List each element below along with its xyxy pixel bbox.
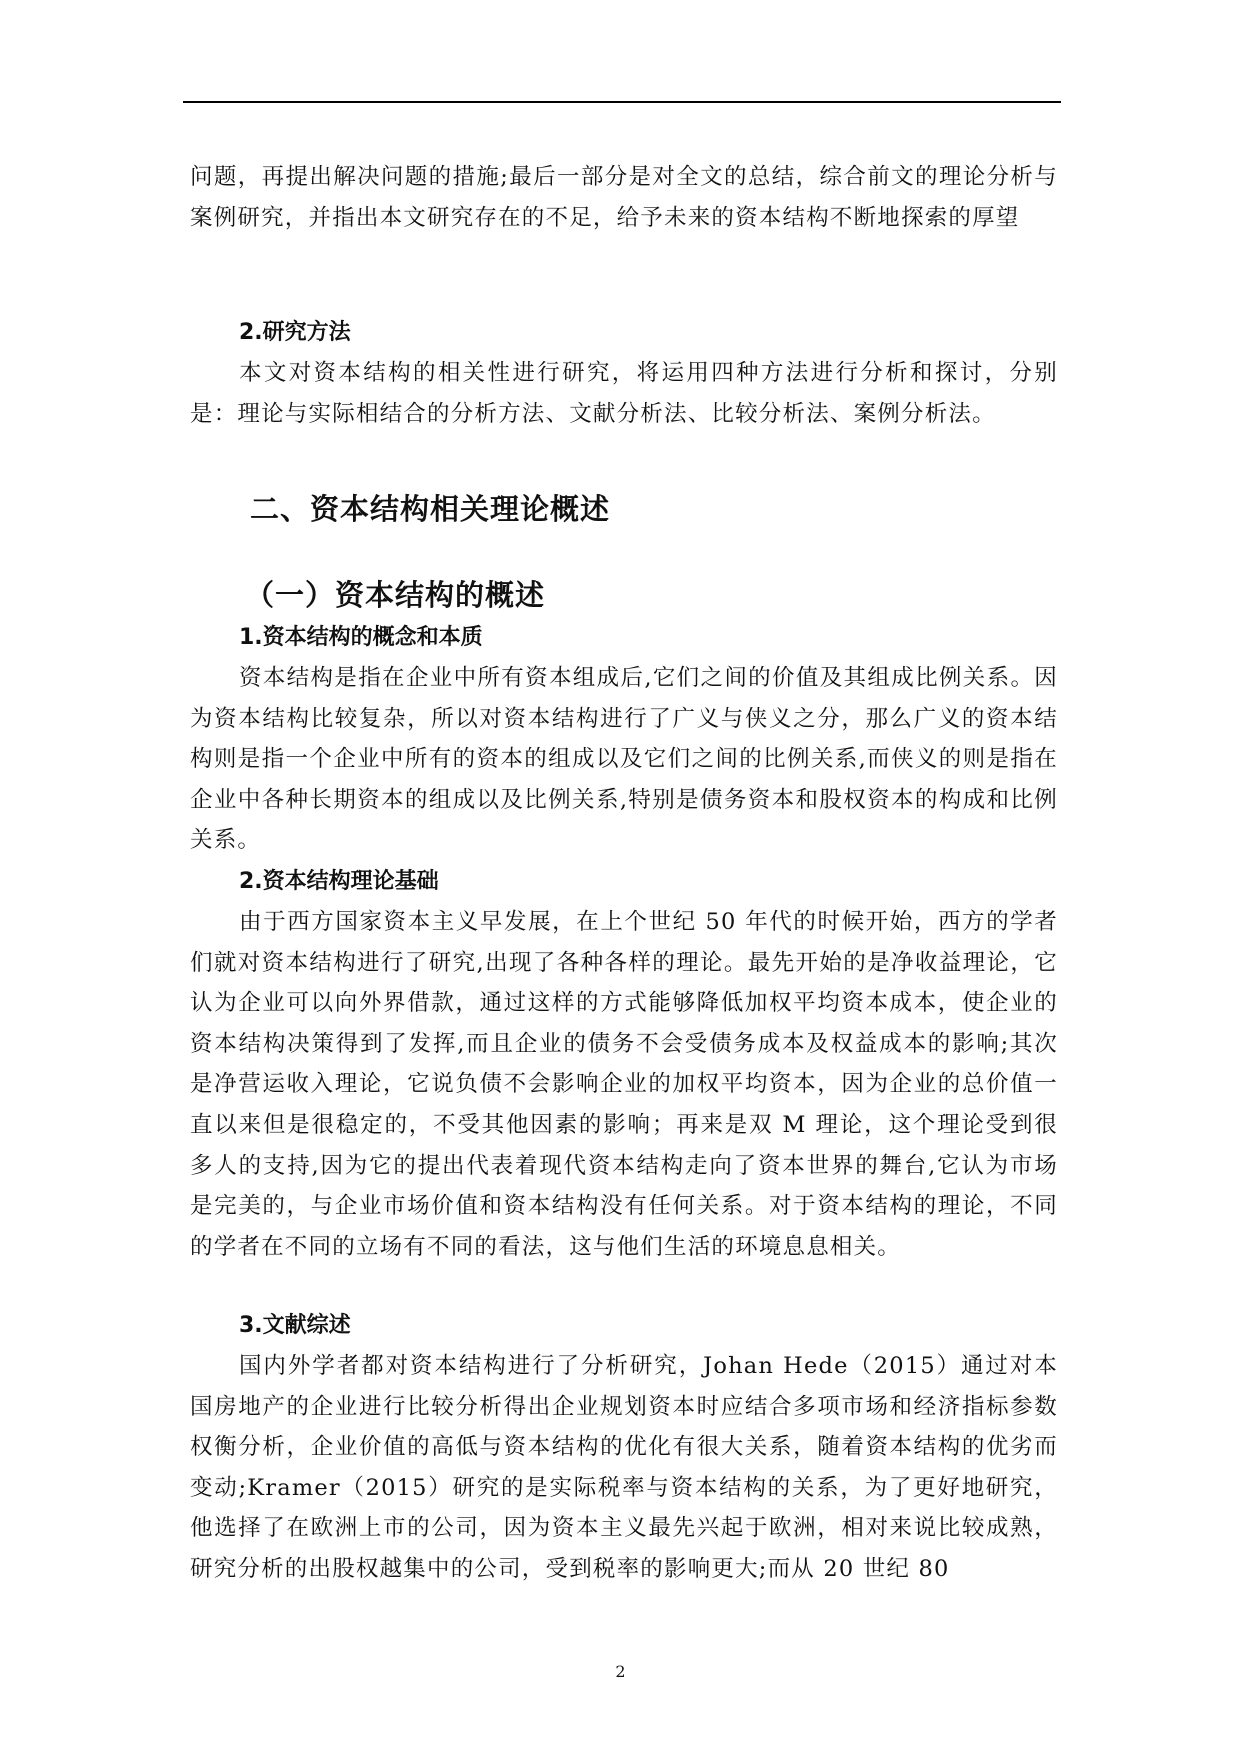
concept-paragraph: 资本结构是指在企业中所有资本组成后,它们之间的价值及其组成比例关系。因为资本结构比较复杂，所以对资本结构进行了广义与侠义之分，那么广义的资本结构则是指一个企业中所有的资本的组成以及它们之间的比例关系,而侠义的则是指在企业中各种长期资本的组成以及比例关系,特别是债务资本和股权资本的构成和比例关系。	[190, 665, 1058, 854]
literature-review-paragraph: 国内外学者都对资本结构进行了分析研究，Johan Hede（2015）通过对本国房地产的企业进行比较分析得出企业规划资本时应结合多项市场和经济指标参数权衡分析，企业价值的高低与资本结构的优化有很大关系，随着资本结构的优劣而变动;Kramer（2015）研究的是实际税率与资本结构的关系，为了更好地研究，他选择了在欧洲上市的公司，因为资本主义最先兴起于欧洲，相对来说比较成熟，研究分析的出股权越集中的公司，受到税率的影响更大;而从 20 世纪 80	[190, 1353, 1058, 1582]
concept-section	[190, 618, 1058, 861]
intro-paragraph: 问题，再提出解决问题的措施;最后一部分是对全文的总结，综合前文的理论分析与案例研究，并指出本文研究存在的不足，给予未来的资本结构不断地探索的厚望	[190, 164, 1058, 231]
research-method-heading: 2.研究方法	[239, 320, 351, 345]
theory-basis-heading: 2.资本结构理论基础	[239, 869, 439, 894]
header-rule	[183, 101, 1061, 103]
intro-section	[190, 157, 1058, 238]
section-heading: （一）资本结构的概述	[245, 578, 546, 612]
page-number: 2	[615, 1662, 626, 1681]
theory-basis-section	[190, 862, 1058, 1267]
literature-review-section	[190, 1306, 1058, 1590]
theory-basis-paragraph: 由于西方国家资本主义早发展，在上个世纪 50 年代的时候开始，西方的学者们就对资本结构进行了研究,出现了各种各样的理论。最先开始的是净收益理论，它认为企业可以向外界借款，通过这样的方式能够降低加权平均资本成本，使企业的资本结构决策得到了发挥,而且企业的债务不会受债务成本及权益成本的影响;其次是净营运收入理论，它说负债不会影响企业的加权平均资本，因为企业的总价值一直以来但是很稳定的，不受其他因素的影响；再来是双 M 理论，这个理论受到很多人的支持,因为它的提出代表着现代资本结构走向了资本世界的舞台,它认为市场是完美的，与企业市场价值和资本结构没有任何关系。对于资本结构的理论，不同的学者在不同的立场有不同的看法，这与他们生活的环境息息相关。	[190, 909, 1058, 1260]
concept-heading: 1.资本结构的概念和本质	[239, 625, 483, 650]
literature-review-heading: 3.文献综述	[239, 1313, 351, 1338]
research-method-paragraph: 本文对资本结构的相关性进行研究，将运用四种方法进行分析和探讨，分别是：理论与实际相结合的分析方法、文献分析法、比较分析法、案例分析法。	[190, 360, 1058, 427]
chapter-heading: 二、资本结构相关理论概述	[250, 492, 611, 526]
research-method-section	[190, 313, 1058, 434]
